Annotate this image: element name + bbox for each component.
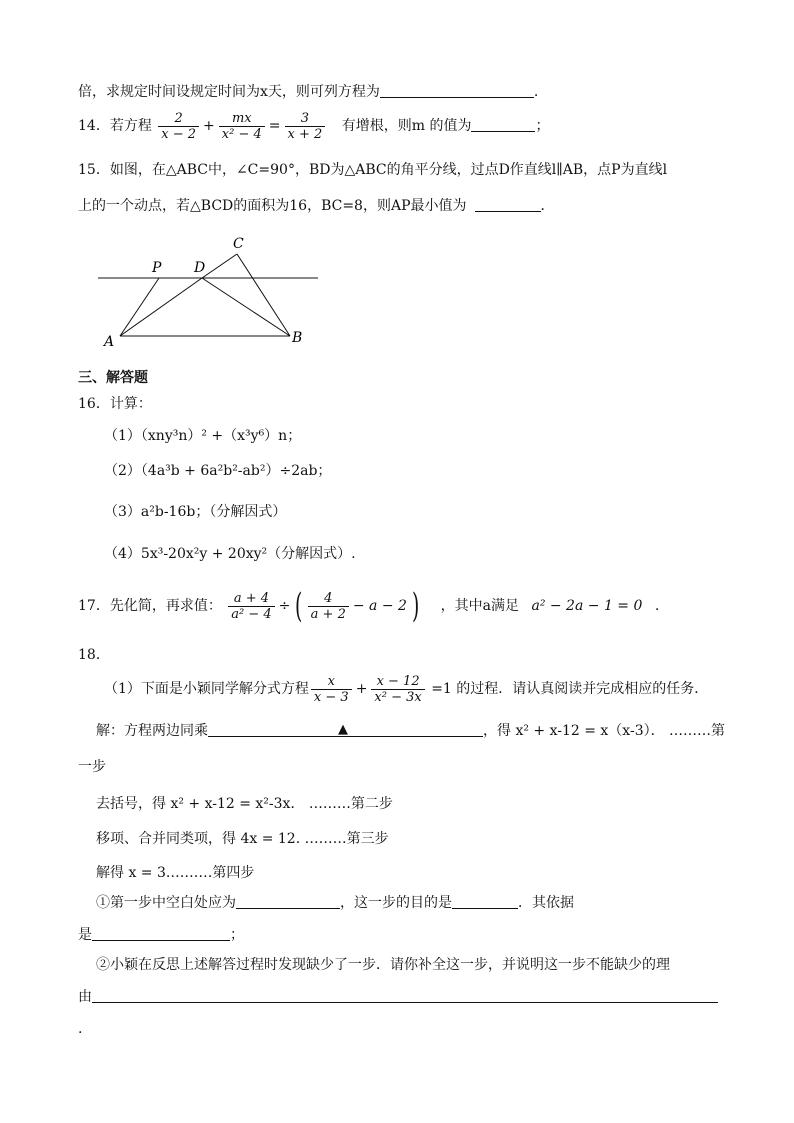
q18-step2: 去括号，得 x² + x-12 = x²-3x． ………第二步 [96,796,393,812]
q16-part-3: （3）a²b-16b；（分解因式） [104,504,287,520]
q17-fraction-b: $\frac{4}{a + 2}$ [308,591,349,622]
q13-line [78,83,538,101]
q17-right-paren: ) [411,586,420,626]
q16-part-4: （4）5x³-20x²y + 20xy²（分解因式）. [104,546,356,562]
q18-task1-blank-1[interactable] [236,894,340,909]
label-B: B [292,330,303,346]
q15-end: ． [540,198,555,214]
q17-tail: − a − 2 [352,598,407,614]
segment-AP [120,278,159,336]
q18-task2-end: . [78,1021,83,1037]
q14-line [78,109,549,143]
q18-task2-line-2 [78,988,718,1006]
q18-step1-blank[interactable] [208,722,483,737]
q18-step1-text: 解：方程两边同乘 [96,723,208,739]
q18-step1-text-2: ，得 x² + x-12 = x（x-3）． ………第 [483,723,726,739]
q18-step3: 移项、合并同类项，得 4x = 12. ………第三步 [96,831,389,847]
section-3-title: 三、解答题 [78,370,148,386]
q17-end: . [654,598,660,614]
label-A: A [104,334,115,350]
label-D: D [194,260,206,276]
q18-task1-text-4: 是 [78,927,92,943]
q18-intro-line [104,672,708,706]
geometry-figure [90,230,330,350]
q17-left-paren: ( [295,586,303,626]
q17-fraction-a: $\frac{a + 4}{\text{a² − 4}}$ [228,591,274,622]
q16-part-1: （1）（xny³n）² +（x³y⁶）n； [104,428,302,444]
q18-fraction-1: $\frac{x}{x - 3}$ [311,674,352,705]
q14-end: ； [535,118,550,134]
q18-task2-text: 由 [78,989,92,1005]
segment-AD [120,278,202,336]
q14-fraction-2: $\frac{mx}{\text{x² − 4}}$ [219,111,265,142]
q17-condition-expression: a² − 2a − 1 = 0 [531,598,643,614]
q17-label: 17．先化简，再求值： [78,598,222,614]
q18-task1-text: ①第一步中空白处应为 [96,895,236,911]
segment-CB [237,254,290,336]
q17-condition-label: ，其中a满足 [440,598,520,614]
q18-label: 18． [78,647,110,663]
q13-end: . [533,84,539,100]
q17-line [78,586,659,626]
q14-answer-blank[interactable] [471,117,535,132]
segment-DC [202,254,237,278]
q18-task2-blank[interactable] [92,988,718,1003]
q18-fraction-2: $\frac{x - 12}{\text{x² − 3x}}$ [371,674,424,705]
q14-equals: = [268,118,281,134]
q18-step4: 解得 x = 3.………第四步 [96,865,255,881]
q16-part-2: （2）（4a³b + 6a²b²-ab²）÷2ab； [104,463,332,479]
q15-line-1: 15．如图，在△ABC中，∠C=90°，BD为△ABC的角平分线，过点D作直线l∥AB，点P为直线l [78,162,668,178]
q18-step1-line [96,722,725,740]
q18-task1-text-3: ．其依据 [518,895,574,911]
q16-label: 16．计算： [78,396,152,412]
q18-task1-blank-3[interactable] [92,926,230,941]
q14-label: 14．若方程 [78,118,152,134]
q18-task2-line: ②小颖在反思上述解答过程时发现缺少了一步．请你补全这一步，并说明这一步不能缺少的理 [96,957,670,973]
label-C: C [233,236,244,252]
q18-step1-continued: 一步 [78,759,106,775]
triangle-icon: ▲ [338,722,348,737]
q18-intro-text: （1）下面是小颖同学解分式方程 [104,681,309,697]
q14-fraction-1: $\frac{2}{x - 2}$ [158,111,199,142]
q13-answer-blank[interactable] [380,83,534,98]
q14-plus: + [203,118,215,134]
q18-task1-line [96,894,574,912]
q15-line-2 [78,197,555,215]
q14-after-text: 有增根，则m 的值为 [341,118,472,134]
q17-divide: ÷ [278,598,291,614]
q15-text-2: 上的一个动点，若△BCD的面积为16，BC=8，则AP最小值为 [78,198,467,214]
segment-DB [202,278,290,336]
q18-task1-line-2 [78,926,244,944]
q18-task1-text-2: ，这一步的目的是 [340,895,452,911]
label-P: P [152,260,162,276]
q18-task1-end: ； [230,927,244,943]
q18-task1-blank-2[interactable] [452,894,518,909]
q18-intro-text-2: =1 的过程．请认真阅读并完成相应的任务． [431,681,709,697]
q13-text: 倍，求规定时间设规定时间为x天，则可列方程为 [78,84,380,100]
q15-answer-blank[interactable] [475,197,541,212]
q14-fraction-3: $\frac{3}{x + 2}$ [285,111,326,142]
q18-plus: + [355,681,368,697]
